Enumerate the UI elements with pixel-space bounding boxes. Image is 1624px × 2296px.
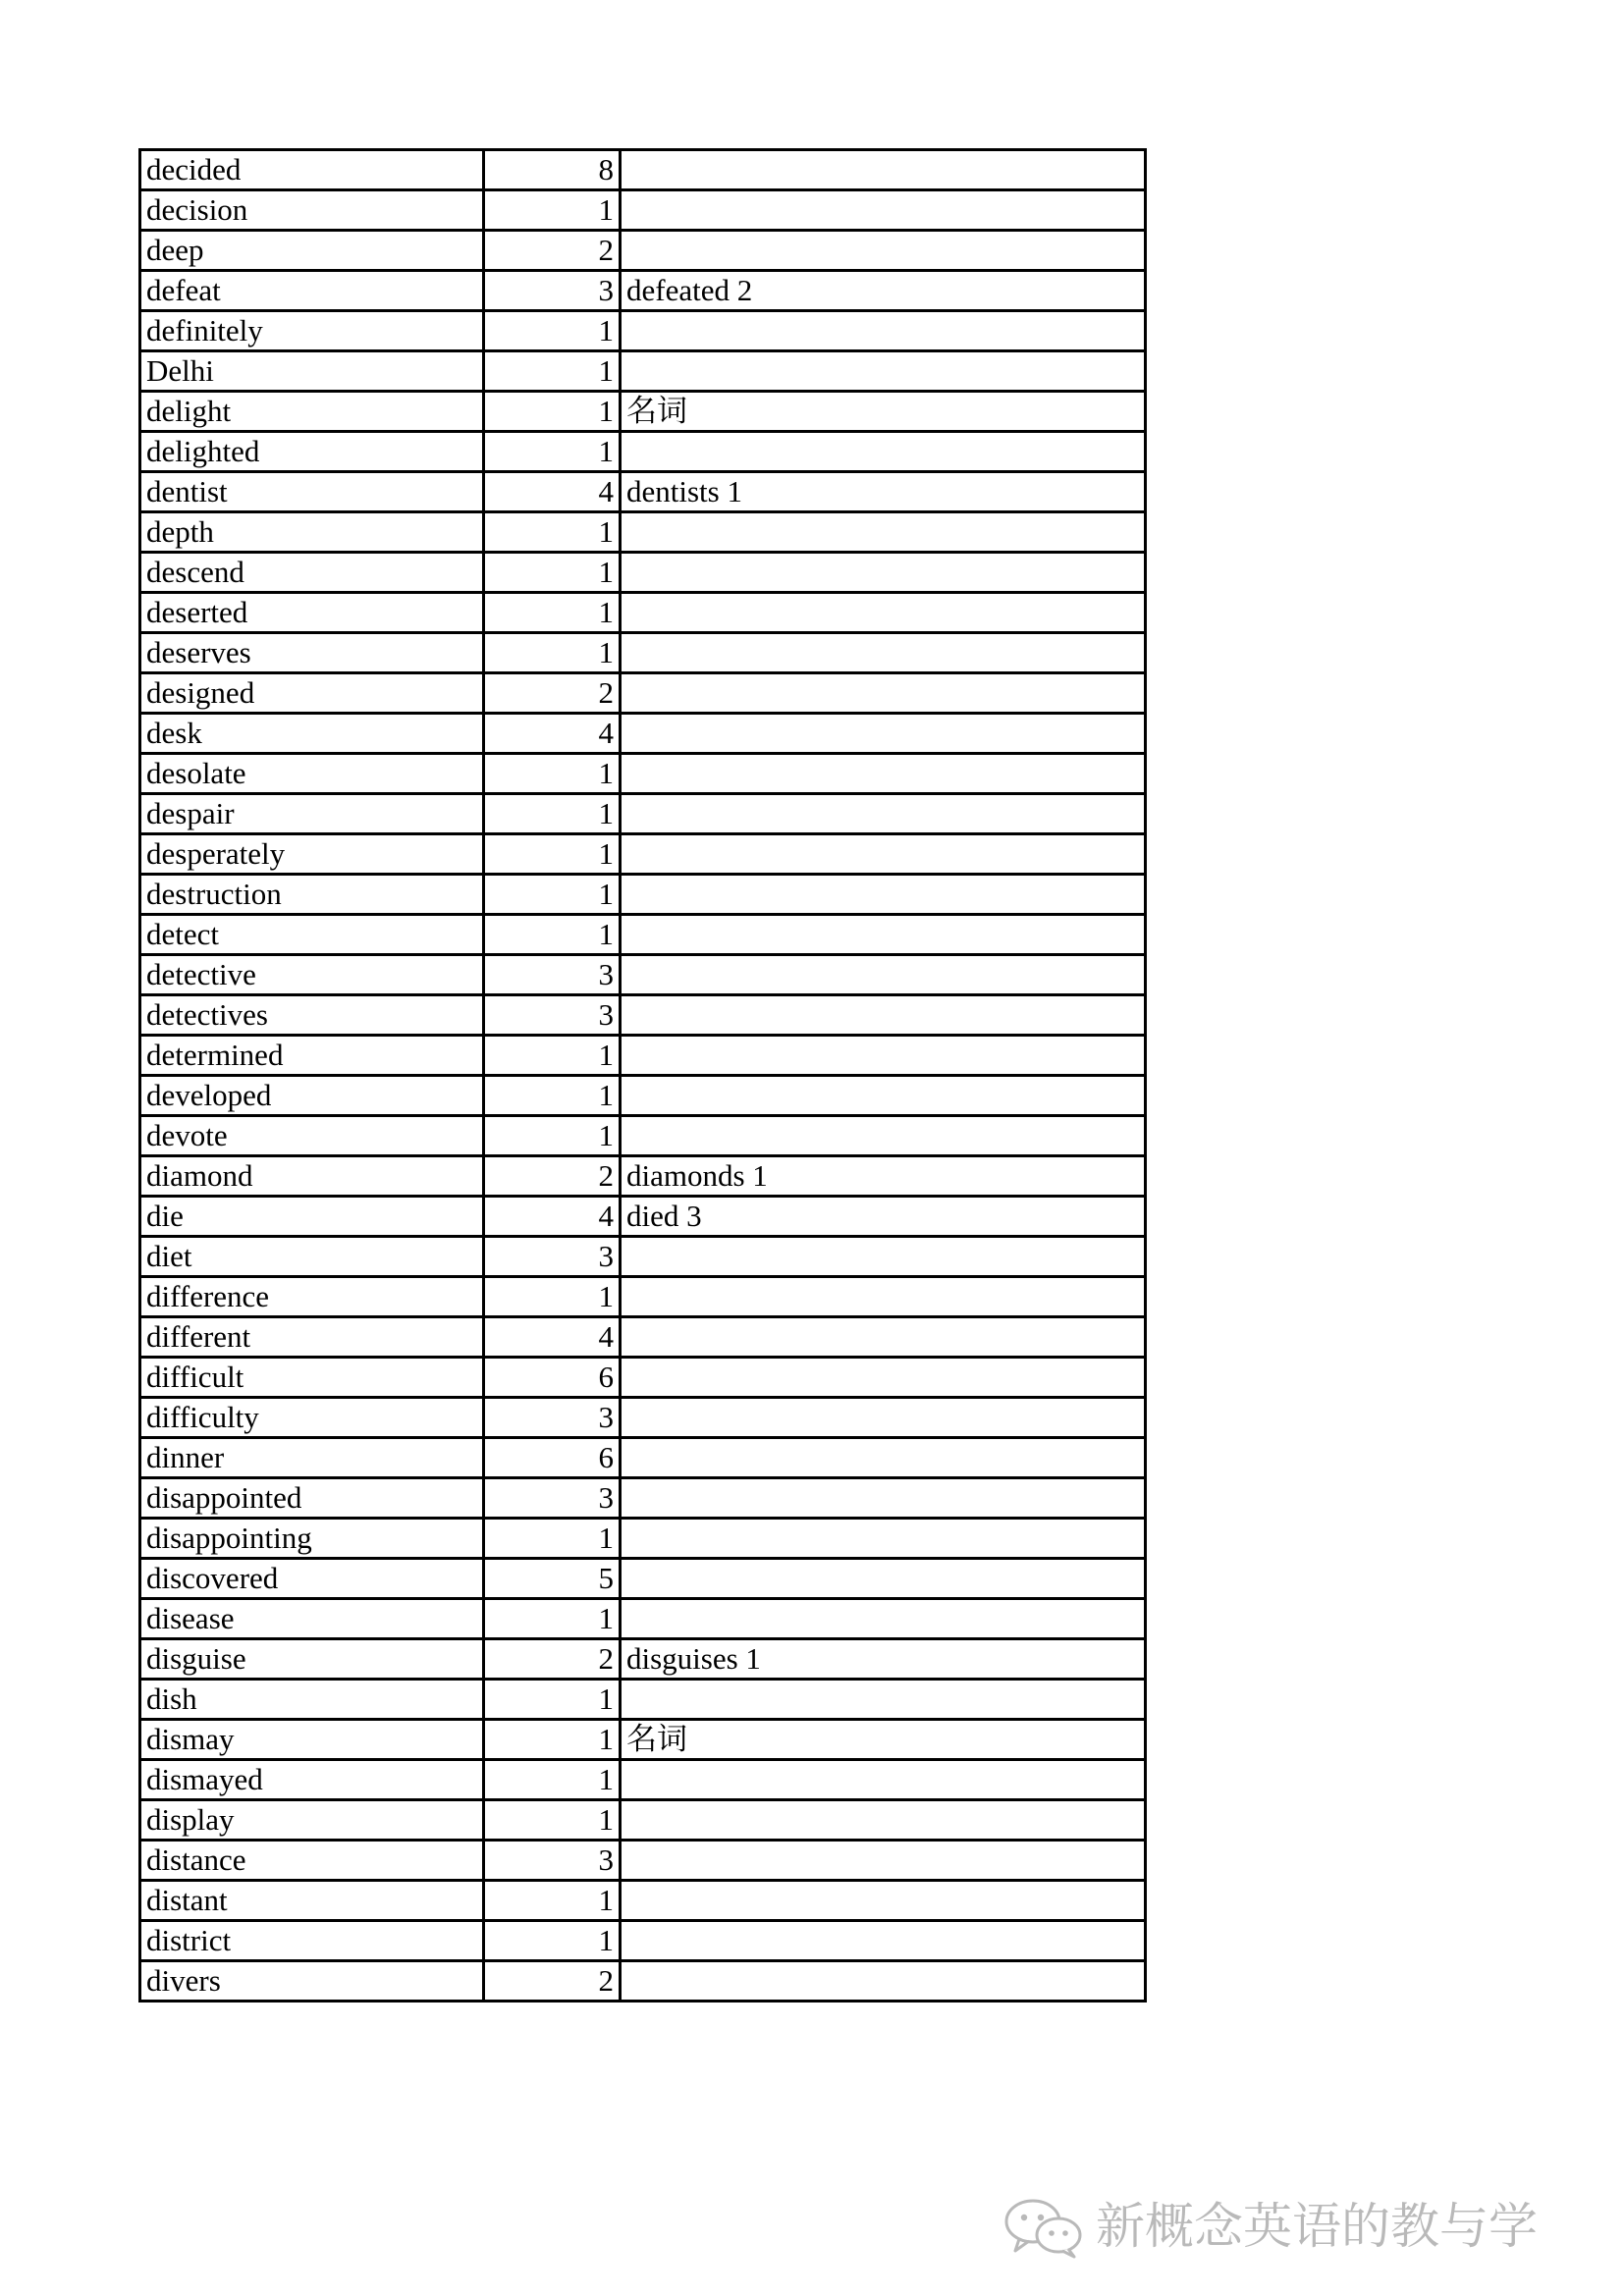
count-cell: 1 bbox=[484, 915, 621, 955]
table-row bbox=[140, 231, 1146, 271]
count-cell: 1 bbox=[484, 392, 621, 432]
count-cell: 3 bbox=[484, 1237, 621, 1277]
count-cell: 1 bbox=[484, 1680, 621, 1720]
table-row bbox=[140, 1639, 1146, 1680]
table-row bbox=[140, 1921, 1146, 1961]
word-cell: difficulty bbox=[140, 1398, 484, 1438]
note-cell bbox=[621, 1076, 1146, 1116]
table-row bbox=[140, 995, 1146, 1036]
table-row bbox=[140, 1116, 1146, 1156]
note-cell: died 3 bbox=[621, 1197, 1146, 1237]
table-row bbox=[140, 1599, 1146, 1639]
table-row bbox=[140, 1720, 1146, 1760]
note-cell: dentists 1 bbox=[621, 472, 1146, 512]
table-row bbox=[140, 955, 1146, 995]
table-row bbox=[140, 432, 1146, 472]
note-cell bbox=[621, 1519, 1146, 1559]
table-row bbox=[140, 1358, 1146, 1398]
note-cell bbox=[621, 553, 1146, 593]
count-cell: 1 bbox=[484, 553, 621, 593]
count-cell: 1 bbox=[484, 754, 621, 794]
count-cell: 4 bbox=[484, 1317, 621, 1358]
table-row bbox=[140, 1478, 1146, 1519]
note-cell bbox=[621, 915, 1146, 955]
note-cell bbox=[621, 1036, 1146, 1076]
count-cell: 1 bbox=[484, 1519, 621, 1559]
word-cell: destruction bbox=[140, 875, 484, 915]
table-row bbox=[140, 1438, 1146, 1478]
table-row bbox=[140, 673, 1146, 714]
table-row bbox=[140, 190, 1146, 231]
word-cell: dentist bbox=[140, 472, 484, 512]
word-cell: dismayed bbox=[140, 1760, 484, 1800]
note-cell bbox=[621, 1438, 1146, 1478]
note-cell bbox=[621, 1317, 1146, 1358]
word-cell: dismay bbox=[140, 1720, 484, 1760]
count-cell: 2 bbox=[484, 1156, 621, 1197]
note-cell bbox=[621, 1116, 1146, 1156]
word-cell: descend bbox=[140, 553, 484, 593]
count-cell: 1 bbox=[484, 1760, 621, 1800]
word-cell: dish bbox=[140, 1680, 484, 1720]
table-row bbox=[140, 271, 1146, 311]
word-cell: depth bbox=[140, 512, 484, 553]
note-cell bbox=[621, 995, 1146, 1036]
word-cell: disappointing bbox=[140, 1519, 484, 1559]
word-cell: different bbox=[140, 1317, 484, 1358]
table-row bbox=[140, 553, 1146, 593]
count-cell: 1 bbox=[484, 1036, 621, 1076]
note-cell bbox=[621, 432, 1146, 472]
table-row bbox=[140, 1800, 1146, 1841]
word-cell: district bbox=[140, 1921, 484, 1961]
note-cell bbox=[621, 955, 1146, 995]
table-row bbox=[140, 311, 1146, 351]
count-cell: 1 bbox=[484, 351, 621, 392]
count-cell: 3 bbox=[484, 995, 621, 1036]
count-cell: 1 bbox=[484, 512, 621, 553]
table-row bbox=[140, 1760, 1146, 1800]
count-cell: 2 bbox=[484, 1639, 621, 1680]
word-cell: deserves bbox=[140, 633, 484, 673]
note-cell bbox=[621, 351, 1146, 392]
word-cell: distance bbox=[140, 1841, 484, 1881]
note-cell bbox=[621, 512, 1146, 553]
table-row bbox=[140, 1237, 1146, 1277]
count-cell: 3 bbox=[484, 1398, 621, 1438]
word-cell: diet bbox=[140, 1237, 484, 1277]
table-row bbox=[140, 1961, 1146, 2002]
table-row bbox=[140, 150, 1146, 190]
word-cell: defeat bbox=[140, 271, 484, 311]
count-cell: 1 bbox=[484, 875, 621, 915]
note-cell bbox=[621, 875, 1146, 915]
count-cell: 6 bbox=[484, 1438, 621, 1478]
word-cell: disease bbox=[140, 1599, 484, 1639]
word-cell: decision bbox=[140, 190, 484, 231]
word-cell: divers bbox=[140, 1961, 484, 2002]
count-cell: 2 bbox=[484, 673, 621, 714]
note-cell bbox=[621, 1841, 1146, 1881]
note-cell: 名词 bbox=[621, 1720, 1146, 1760]
word-cell: developed bbox=[140, 1076, 484, 1116]
note-cell bbox=[621, 1478, 1146, 1519]
watermark bbox=[1001, 2194, 1538, 2259]
count-cell: 3 bbox=[484, 1478, 621, 1519]
table-row bbox=[140, 1398, 1146, 1438]
note-cell bbox=[621, 794, 1146, 834]
word-cell: disappointed bbox=[140, 1478, 484, 1519]
table-row bbox=[140, 351, 1146, 392]
table-row bbox=[140, 1277, 1146, 1317]
word-frequency-table bbox=[138, 148, 1147, 2002]
word-cell: devote bbox=[140, 1116, 484, 1156]
table-row bbox=[140, 834, 1146, 875]
word-cell: disguise bbox=[140, 1639, 484, 1680]
wechat-icon bbox=[1001, 2194, 1086, 2259]
count-cell: 1 bbox=[484, 633, 621, 673]
note-cell bbox=[621, 311, 1146, 351]
count-cell: 1 bbox=[484, 1599, 621, 1639]
word-cell: delighted bbox=[140, 432, 484, 472]
word-cell: difference bbox=[140, 1277, 484, 1317]
table-row bbox=[140, 1036, 1146, 1076]
word-cell: distant bbox=[140, 1881, 484, 1921]
word-cell: die bbox=[140, 1197, 484, 1237]
word-cell: delight bbox=[140, 392, 484, 432]
note-cell bbox=[621, 190, 1146, 231]
table-row bbox=[140, 392, 1146, 432]
note-cell: diamonds 1 bbox=[621, 1156, 1146, 1197]
count-cell: 4 bbox=[484, 472, 621, 512]
word-cell: display bbox=[140, 1800, 484, 1841]
word-cell: despair bbox=[140, 794, 484, 834]
table-row bbox=[140, 1841, 1146, 1881]
count-cell: 3 bbox=[484, 955, 621, 995]
count-cell: 1 bbox=[484, 432, 621, 472]
count-cell: 1 bbox=[484, 1720, 621, 1760]
table-row bbox=[140, 512, 1146, 553]
table-row bbox=[140, 1156, 1146, 1197]
note-cell bbox=[621, 1398, 1146, 1438]
table-row bbox=[140, 1317, 1146, 1358]
word-cell: detective bbox=[140, 955, 484, 995]
note-cell bbox=[621, 633, 1146, 673]
note-cell bbox=[621, 1599, 1146, 1639]
note-cell bbox=[621, 1237, 1146, 1277]
note-cell bbox=[621, 1277, 1146, 1317]
word-cell: Delhi bbox=[140, 351, 484, 392]
count-cell: 1 bbox=[484, 834, 621, 875]
count-cell: 3 bbox=[484, 271, 621, 311]
note-cell bbox=[621, 1881, 1146, 1921]
note-cell bbox=[621, 1559, 1146, 1599]
count-cell: 2 bbox=[484, 1961, 621, 2002]
count-cell: 1 bbox=[484, 1921, 621, 1961]
word-cell: deserted bbox=[140, 593, 484, 633]
note-cell: 名词 bbox=[621, 392, 1146, 432]
note-cell: disguises 1 bbox=[621, 1639, 1146, 1680]
table-row bbox=[140, 714, 1146, 754]
note-cell bbox=[621, 1800, 1146, 1841]
word-cell: definitely bbox=[140, 311, 484, 351]
table-row bbox=[140, 794, 1146, 834]
word-cell: determined bbox=[140, 1036, 484, 1076]
note-cell bbox=[621, 1680, 1146, 1720]
word-cell: decided bbox=[140, 150, 484, 190]
count-cell: 4 bbox=[484, 1197, 621, 1237]
word-cell: deep bbox=[140, 231, 484, 271]
note-cell bbox=[621, 754, 1146, 794]
word-cell: diamond bbox=[140, 1156, 484, 1197]
table-row bbox=[140, 1197, 1146, 1237]
table-row bbox=[140, 1519, 1146, 1559]
word-cell: detect bbox=[140, 915, 484, 955]
table-row bbox=[140, 1076, 1146, 1116]
table-row bbox=[140, 1680, 1146, 1720]
note-cell bbox=[621, 714, 1146, 754]
table-row bbox=[140, 1559, 1146, 1599]
watermark-text: 新概念英语的教与学 bbox=[1096, 2198, 1538, 2255]
count-cell: 8 bbox=[484, 150, 621, 190]
count-cell: 1 bbox=[484, 794, 621, 834]
count-cell: 1 bbox=[484, 1076, 621, 1116]
note-cell bbox=[621, 1760, 1146, 1800]
note-cell bbox=[621, 673, 1146, 714]
table-row bbox=[140, 1881, 1146, 1921]
note-cell bbox=[621, 1961, 1146, 2002]
word-cell: discovered bbox=[140, 1559, 484, 1599]
count-cell: 4 bbox=[484, 714, 621, 754]
count-cell: 3 bbox=[484, 1841, 621, 1881]
word-cell: dinner bbox=[140, 1438, 484, 1478]
count-cell: 1 bbox=[484, 1277, 621, 1317]
note-cell bbox=[621, 231, 1146, 271]
count-cell: 5 bbox=[484, 1559, 621, 1599]
table-body bbox=[140, 150, 1146, 2002]
count-cell: 1 bbox=[484, 1800, 621, 1841]
note-cell bbox=[621, 834, 1146, 875]
table-row bbox=[140, 472, 1146, 512]
note-cell bbox=[621, 593, 1146, 633]
table-row bbox=[140, 915, 1146, 955]
note-cell: defeated 2 bbox=[621, 271, 1146, 311]
count-cell: 2 bbox=[484, 231, 621, 271]
table-row bbox=[140, 875, 1146, 915]
note-cell bbox=[621, 150, 1146, 190]
count-cell: 1 bbox=[484, 1116, 621, 1156]
table-row bbox=[140, 754, 1146, 794]
count-cell: 1 bbox=[484, 1881, 621, 1921]
word-cell: desperately bbox=[140, 834, 484, 875]
note-cell bbox=[621, 1358, 1146, 1398]
count-cell: 1 bbox=[484, 311, 621, 351]
word-cell: detectives bbox=[140, 995, 484, 1036]
word-cell: desolate bbox=[140, 754, 484, 794]
word-cell: desk bbox=[140, 714, 484, 754]
count-cell: 1 bbox=[484, 593, 621, 633]
word-cell: designed bbox=[140, 673, 484, 714]
count-cell: 6 bbox=[484, 1358, 621, 1398]
note-cell bbox=[621, 1921, 1146, 1961]
word-cell: difficult bbox=[140, 1358, 484, 1398]
count-cell: 1 bbox=[484, 190, 621, 231]
table-row bbox=[140, 633, 1146, 673]
table-row bbox=[140, 593, 1146, 633]
